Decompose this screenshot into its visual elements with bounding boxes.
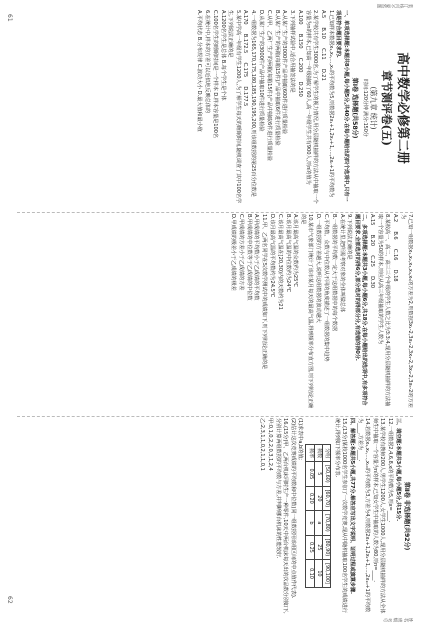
binding-margin-note: 装订线内不要答题 [377,3,413,8]
question-15-part-2: (2)估计这次竞赛成绩的平均数和中位数(同一组数据用该组区间的中点值作代表). [289,418,296,599]
page-number-right: 62 [6,596,13,604]
question-2-options: A.100 B.150 C.200 D.250 [297,10,303,97]
exam-subtitle: 章节测评卷(五) [380,70,393,146]
question-1: 1.已知样本数据x₁,x₂,…,xₙ的平均数为5,则数据2x₁+1,2x₂+1,…,2xₙ+1的平均数为 [327,10,334,198]
question-14: 14.若数据x₁,x₂,…,x₁₀的平均数为3,方差为4,则数据2x₁+1,2x₂+1,…,2x₁₀+1的平均数为____,方差为____. [357,418,371,613]
question-6: 6.在统计中,样本的方差可以近似地反映总体的 [204,10,211,113]
table-cell: 0.05 [306,462,314,487]
table-cell: 0.25 [306,535,314,560]
table-cell: [80,90) [322,535,330,560]
question-3-option-a: A.从某厂生产的3000件产品中抽取600件进行质量检验 [281,10,288,134]
table-cell: 频率 [306,445,314,462]
question-8-options: A.15 B.20 C.25 D.30 [369,214,376,288]
question-7-options: A.2 B.6 C.16 D.18 [392,214,398,282]
part1-instructions: 一、单项选择题:本题共8小题,每小题5分,共40分.在每小题给出的四个选项中,只有一项是符合题目要求的. [335,10,349,202]
question-9: 9.下列说法正确的是 [346,214,353,260]
table-cell: 0.10 [306,560,314,588]
table-cell: [90,100] [322,560,330,588]
question-9-option-a: A.在统计里,把所需考察对象的全体叫做总体 [338,214,345,313]
table-cell: 20 [314,486,322,511]
table-header-row [322,445,330,587]
question-10-option-d: D.该月最高气温的平均数约为24.5℃ [269,214,276,298]
section2-title: 第Ⅱ卷 非选择题(共92分) [403,481,410,551]
table-cell: 0.20 [306,486,314,511]
question-10-option-a: A.该月最高气温的众数约为25℃ [292,214,299,287]
question-12: 12.一组数据2,4,6,8,x的平均数为5,则x=____. [387,418,393,523]
question-3-option-d: D.从某厂生产的3000件产品中抽取10件进行质量检验 [258,10,265,132]
page-number-left: 61 [6,14,13,22]
column-divider [17,212,413,213]
question-2: 2.某学校共有学生3000名,为了解学生的视力情况,用分层随机抽样的方法从中抽取一个容量为n的样本,已知高一年级抽取了60人,高一年级学生共有900人,则n的值为 [304,10,318,204]
question-3-option-c: C.从甲、乙两厂生产的两箱(每箱15件)产品中抽取6件进行质量检验 [265,10,272,161]
question-4-options: A.170 B.172.5 C.175 D.177.5 [242,10,249,107]
question-10-option-c: C.该月最高气温在[20,30)内的天数约为21 [276,214,283,310]
table-cell: [70,80) [322,511,330,536]
question-9-option-b: B.一组数据的平均数一定大于这组数据中的每个数据 [330,214,337,331]
question-8: 8.某校高一、高二、高三三个年级的学生人数之比为3:3:4,现用分层随机抽样的方法抽取一个容量为50的样本,则应从高三年级抽取的学生人数为 [377,214,391,407]
column-divider [17,416,413,417]
table-cell: 频数 [314,445,322,462]
table-cell: 5 [314,462,322,487]
question-5-options-cd: C.100名学生的睡眠时间是一个样本 D.样本容量是100名 [211,10,218,138]
question-13: 13.某学校有教师200人,男学生1200人,女学生1000人,现用分层随机抽样的方法从全体师生中抽取一个容量为n的样本,已知女学生中抽取的人数为80,则n=____. [372,418,386,614]
table-cell: a [314,511,322,536]
column-right [17,418,413,614]
table-cell: b [306,511,314,536]
question-1-options: A.5 B.10 C.11 D.21 [319,10,326,81]
column-middle [17,214,413,410]
question-7: 7.已知一组数据x₁,x₂,x₃,x₄,x₅的方差为2,则数据3x₁-2,3x₂-2,3x₃-2,3x₄-2,3x₅-2的方差为 [399,214,413,408]
question-15-part-1: (1)求表中a,b的值; [297,418,304,460]
exam-title: 高中数学必修第二册 [396,52,411,164]
question-11-option-d: D.甲成绩的极差小于乙成绩的极差 [230,214,237,291]
part4-instructions: 四、解答题:本题共5小题,共77分.解答应写出文字说明、证明过程或演算步骤. [349,418,356,594]
question-11: 11.甲、乙两名同学在5次数学测试中的成绩如下,则下列结论正确的是 [261,214,268,370]
question-11-option-c: C.甲成绩的方差小于乙成绩的方差 [237,214,244,291]
question-15: 15.(13分)某校1000名学生参加了一次数学竞赛,现从中随机抽取100名学生的成绩进行统计,得到如下频率分布表. [334,418,348,613]
question-9-option-d: D.一组数据的方差越大,说明这组数据的波动越大 [315,214,322,323]
table-cell: 分组 [322,445,330,462]
exam-scope: (第九章 统计) [369,86,378,130]
part2-instructions: 二、多项选择题:本题共3小题,每小题6分,共18分.在每小题给出的选项中,有多项符合题目要求.全部选对的得6分,部分选对的得部分分,有选错的得0分. [354,214,368,406]
table-cell: 10 [314,560,322,588]
question-10-option-b: B.该月最高气温的中位数约为24℃ [284,214,291,293]
student-info-margin: 姓名 班级 考号 [383,617,413,622]
question-16: 16.(15分)甲、乙两台机床同时生产一种零件,10天中两台机床每天出的次品数分别如下,分别计算两组数据的平均数与方差,并判断哪台机床的性能较好. [274,418,288,614]
table-cell: [60,70) [322,486,330,511]
part3-instructions: 三、填空题:本题共3小题,每小题5分,共15分. [394,418,401,522]
question-5: 5.某中学高一年级有学生1200人,为了解学生每天的睡眠时间,随机调查了其中100名学生,下列说法正确的是 [227,10,241,204]
frequency-table [305,444,331,587]
table-cell: 25 [314,535,322,560]
question-3-option-b: B.从某厂生产的两箱(每箱15件)产品中抽取6件进行质量检验 [273,10,280,146]
table-cell: [50,60) [322,462,330,487]
table-row [314,445,322,587]
column-left [17,10,413,206]
question-11-option-b: B.甲成绩的中位数等于乙成绩的中位数 [245,214,252,301]
section1-title: 第Ⅰ卷 选择题(共58分) [350,77,358,139]
exam-note: 时间:120分钟 满分:150分 [362,79,368,137]
question-16-data-b: 乙:2,3,1,1,0,2,1,1,0,1 [259,418,265,471]
question-4: 4.一组数据为165,170,175,180,185,190,195,200,则该组数据的第25百分位数是 [250,10,257,197]
table-row [306,445,314,587]
question-10: 10.某市气象部门统计了该市某月每天的最高气温,得到频率分布直方图,则下列结论正确的是 [300,214,314,409]
question-6-options: A.平均状态 B.分布规律 C.波动大小 D.最大值和最小值 [196,10,203,132]
question-5-options-ab: A.1200名学生是总体 B.每个学生是个体 [219,10,226,101]
question-3: 3.下列抽样试验中,适合用抽签法的是 [289,10,296,93]
question-11-option-a: A.甲成绩的平均数小于乙成绩的平均数 [253,214,260,301]
question-9-option-c: C.平均数、众数与中位数从不同的角度描述了一组数据的集中趋势 [323,214,330,362]
question-16-data-a: 甲:0,1,0,2,2,0,3,1,2,4 [266,418,273,471]
